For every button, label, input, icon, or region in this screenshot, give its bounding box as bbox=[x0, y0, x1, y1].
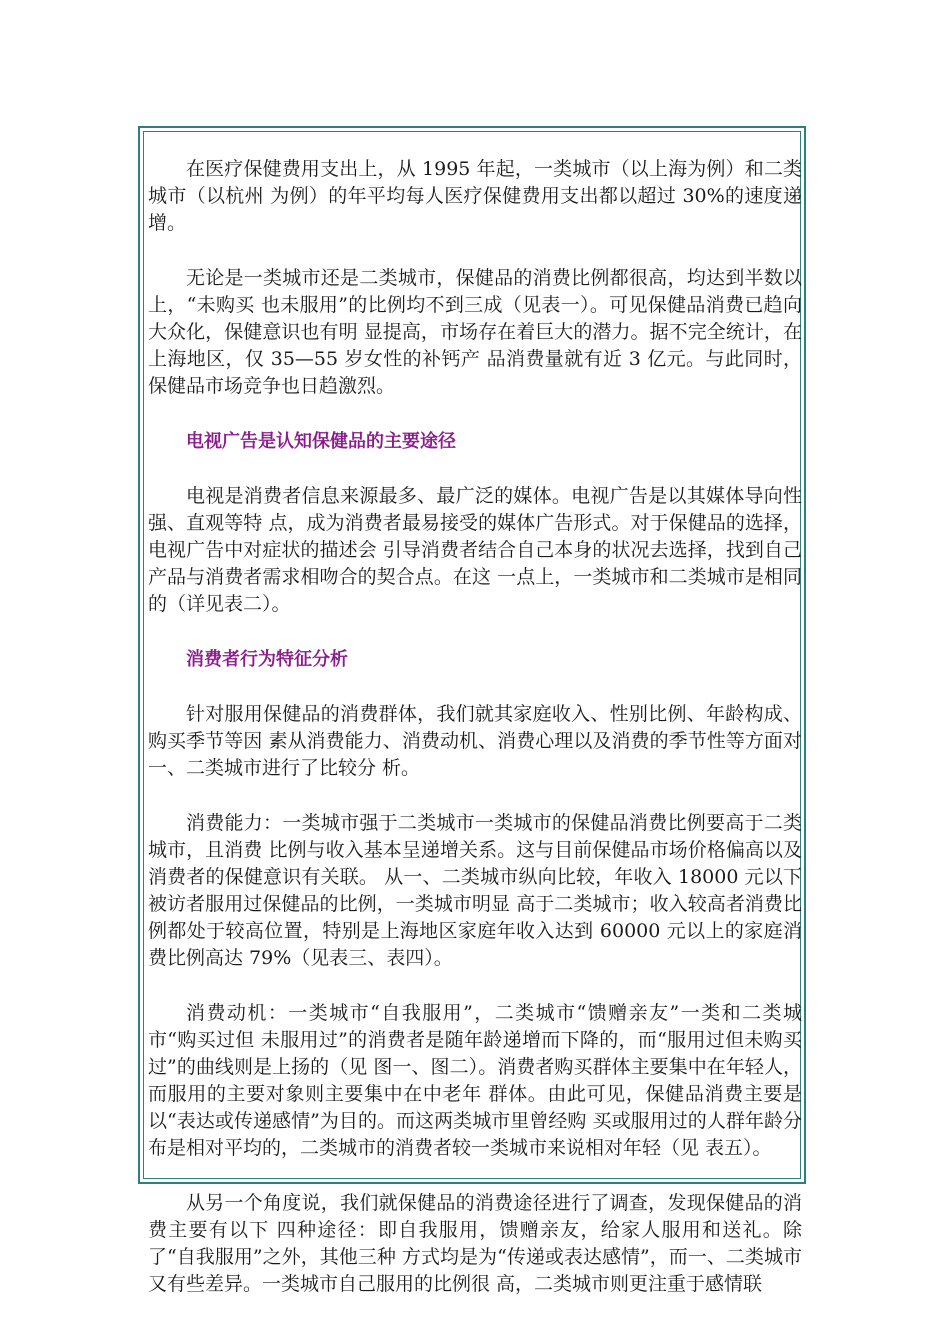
paragraph-consumption-motive: 消费动机：一类城市“自我服用”，二类城市“馈赠亲友”一类和二类城市“购买过但 未服用过”的消费者是随年龄递增而下降的，而“服用过但未购买过”的曲线则是上扬的（见 图一、图二）。消费者购买群体主要集中在年轻人，而服用的主要对象则主要集中在中老年 群体。由此可见，保健品消费主要是以“表达或传递感情”为目的。而这两类城市里曾经购 买或服用过的人群年龄分布是相对平均的，二类城市的消费者较一类城市来说相对年轻（见 表五）。 bbox=[148, 1002, 802, 1159]
document-frame-inner-border bbox=[143, 131, 802, 1295]
document-frame bbox=[138, 126, 806, 1295]
paragraph-consumption-capacity: 消费能力：一类城市强于二类城市一类城市的保健品消费比例要高于二类城市，且消费 比例与收入基本呈递增关系。这与目前保健品市场价格偏高以及消费者的保健意识有关联。 从一、二类城市纵向比较，年收入 18000 元以下被访者服用过保健品的比例，一类城市明显 高于二类城市；收入较高者消费比例都处于较高位置，特别是上海地区家庭年收入达到 60000 元以上的家庭消费比例高达 79%（见表三、表四）。 bbox=[148, 812, 802, 969]
section-heading-tv-ads: 电视广告是认知保健品的主要途径 bbox=[186, 431, 456, 452]
document-body bbox=[148, 156, 802, 1326]
paragraph-consumption-ratio: 无论是一类城市还是二类城市，保健品的消费比例都很高，均达到半数以上，“未购买 也未服用”的比例均不到三成（见表一）。可见保健品消费已趋向大众化，保健意识也有明 显提高，市场存在着巨大的潜力。据不完全统计，在上海地区，仅 35—55 岁女性的补钙产 品消费量就有近 3 亿元。与此同时，保健品市场竞争也日趋激烈。 bbox=[148, 267, 802, 397]
paragraph-tv-media: 电视是消费者信息来源最多、最广泛的媒体。电视广告是以其媒体导向性强、直观等特 点，成为消费者最易接受的媒体广告形式。对于保健品的选择，电视广告中对症状的描述会 引导消费者结合自己本身的状况去选择，找到自己产品与消费者需求相吻合的契合点。在这 一点上，一类城市和二类城市是相同的（详见表二）。 bbox=[148, 485, 802, 615]
section-heading-consumer-behavior: 消费者行为特征分析 bbox=[186, 649, 348, 670]
paragraph-consumer-group: 针对服用保健品的消费群体，我们就其家庭收入、性别比例、年龄构成、购买季节等因 素从消费能力、消费动机、消费心理以及消费的季节性等方面对一、二类城市进行了比较分 析。 bbox=[148, 703, 802, 779]
paragraph-consumption-channels: 从另一个角度说，我们就保健品的消费途径进行了调查，发现保健品的消费主要有以下 四种途径：即自我服用，馈赠亲友，给家人服用和送礼。除了“自我服用”之外，其他三种 方式均是为“传递或表达感情”，而一、二类城市又有些差异。一类城市自己服用的比例很 高，二类城市则更注重于感情联 bbox=[148, 1192, 802, 1295]
paragraph-medical-spending: 在医疗保健费用支出上，从 1995 年起，一类城市（以上海为例）和二类城市（以杭州 为例）的年平均每人医疗保健费用支出都以超过 30%的速度递增。 bbox=[148, 158, 802, 234]
